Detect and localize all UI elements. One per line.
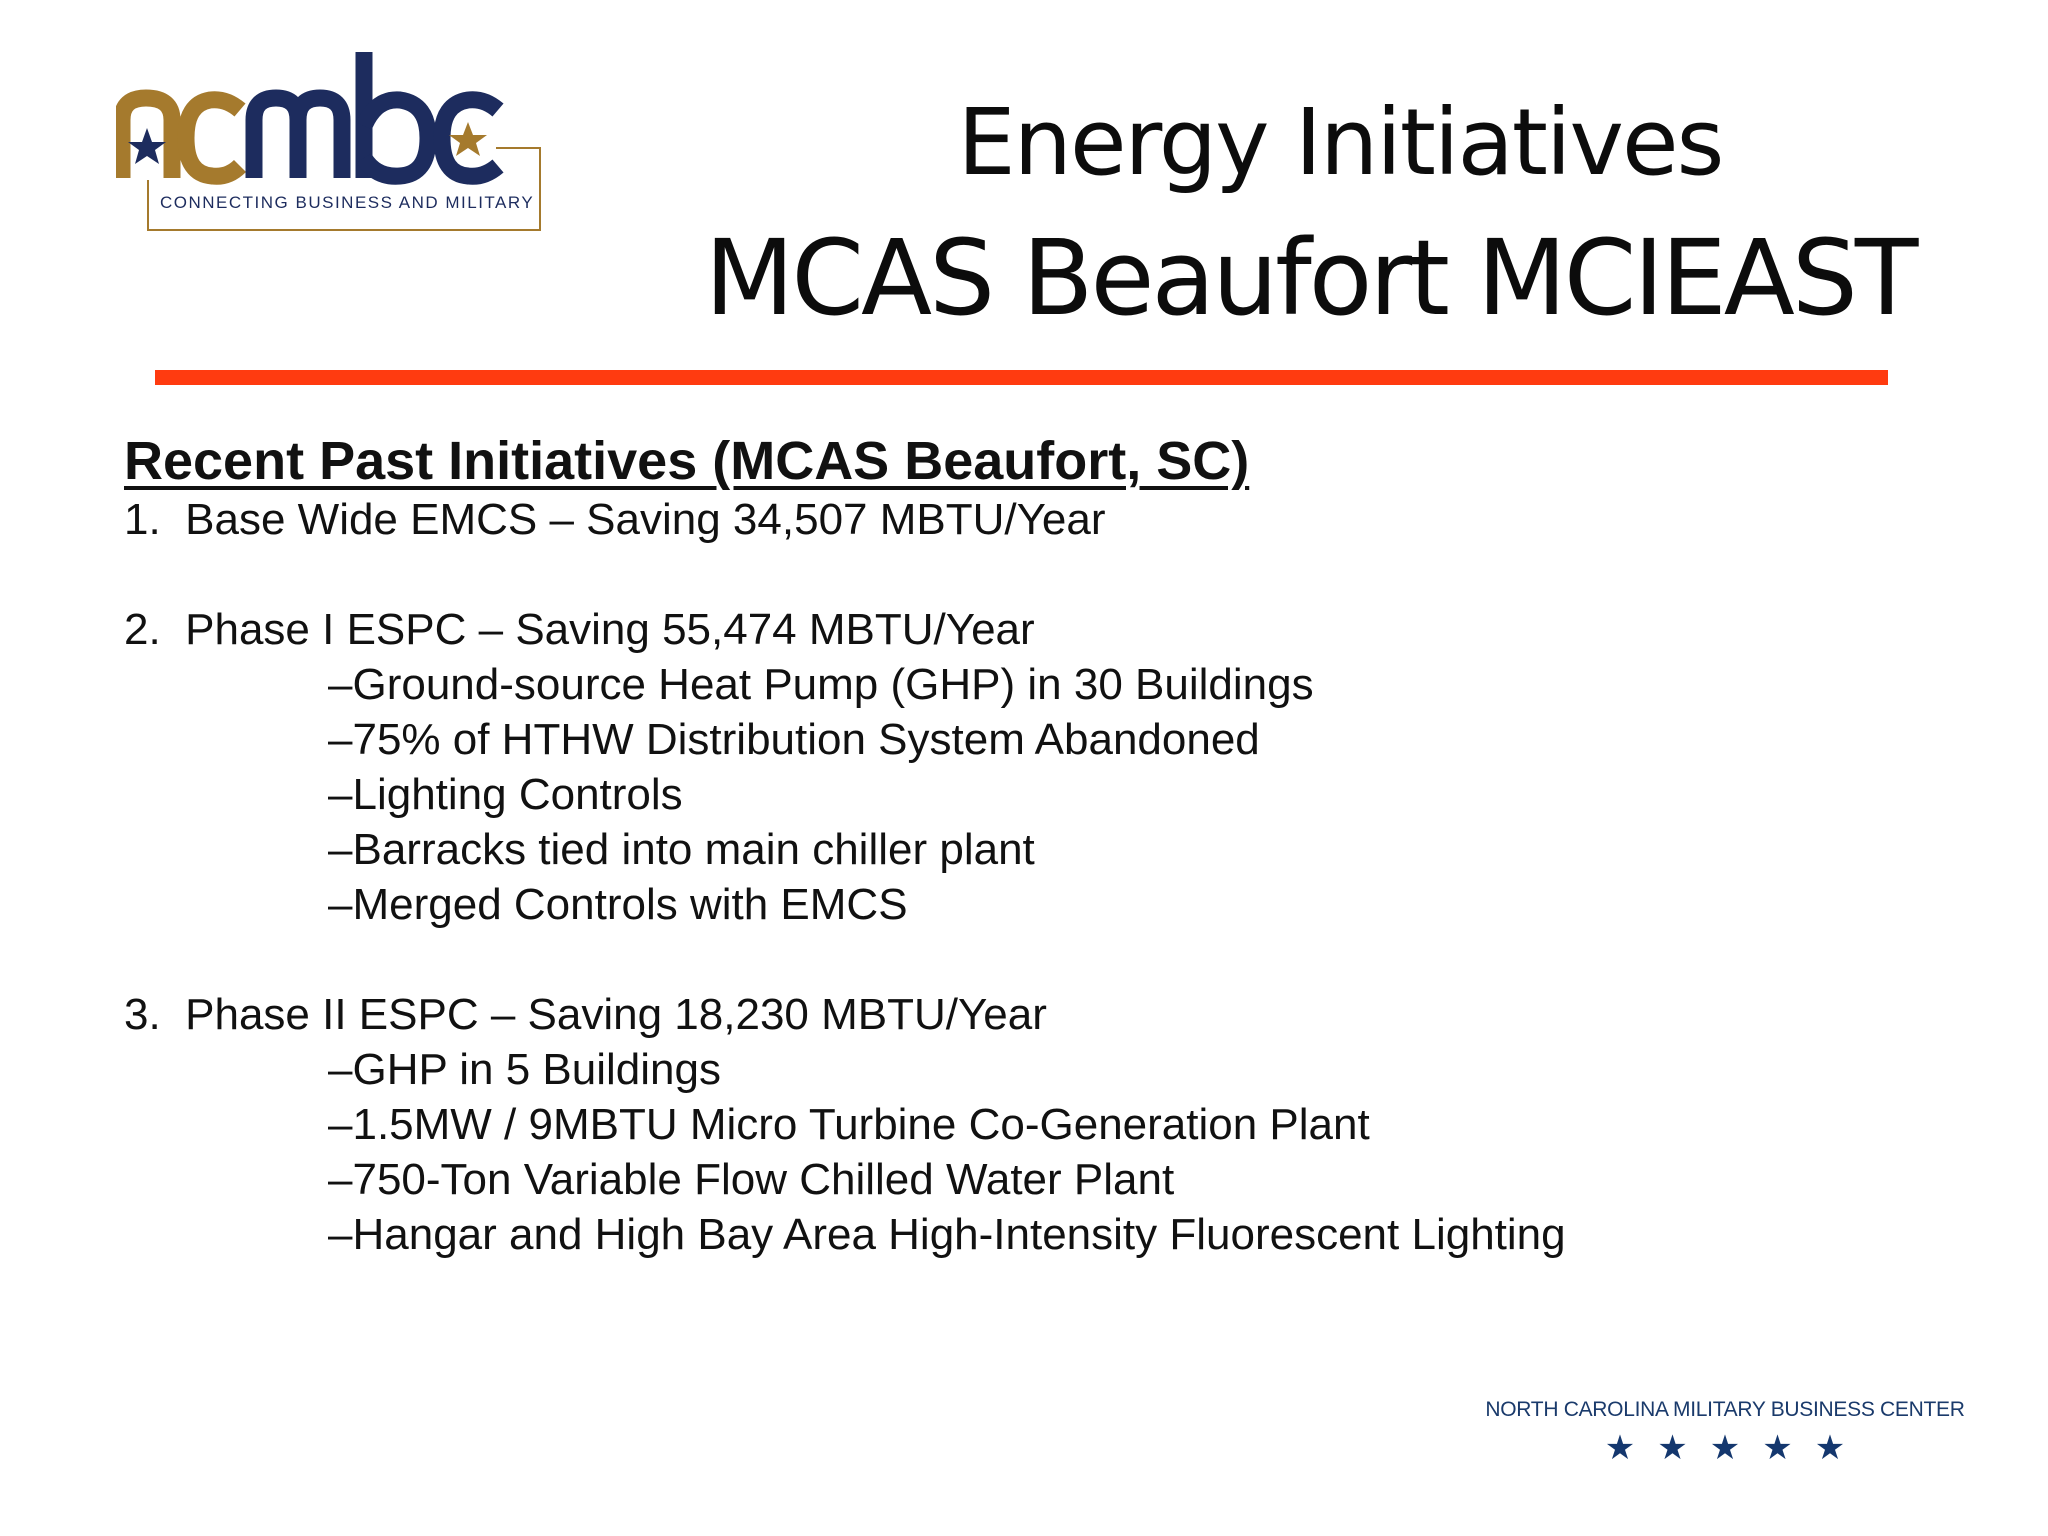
- ncmbc-logo: [116, 48, 546, 238]
- slide-body: [124, 430, 1924, 1262]
- logo-tagline: CONNECTING BUSINESS AND MILITARY: [160, 193, 535, 212]
- title-divider: [155, 370, 1888, 385]
- item-3-subitem: –1.5MW / 9MBTU Micro Turbine Co-Generation Plant: [328, 1100, 1370, 1149]
- item-2-subitem: –75% of HTHW Distribution System Abandoned: [328, 715, 1260, 764]
- item-2-subitem: –Ground-source Heat Pump (GHP) in 30 Buildings: [328, 660, 1314, 709]
- item-3-subitem: –750-Ton Variable Flow Chilled Water Plant: [328, 1155, 1175, 1204]
- title-line-2: MCAS Beaufort MCIEAST: [704, 217, 1916, 339]
- item-1-title: 1. Base Wide EMCS – Saving 34,507 MBTU/Year: [124, 495, 1106, 544]
- item-2-subitem: –Lighting Controls: [328, 770, 683, 819]
- slide-title: [640, 78, 1980, 348]
- item-3-subitem: –Hangar and High Bay Area High-Intensity Fluorescent Lighting: [328, 1210, 1566, 1259]
- item-2-subitem: –Barracks tied into main chiller plant: [328, 825, 1035, 874]
- footer-stars-icon: ★★★★★: [1604, 1429, 1868, 1467]
- item-2-title: 2. Phase I ESPC – Saving 55,474 MBTU/Year: [124, 605, 1035, 654]
- item-3-title: 3. Phase II ESPC – Saving 18,230 MBTU/Year: [124, 990, 1047, 1039]
- item-3-subitem: –GHP in 5 Buildings: [328, 1045, 721, 1094]
- footer-org-name: NORTH CAROLINA MILITARY BUSINESS CENTER: [1485, 1398, 1965, 1421]
- footer-logo: [1480, 1398, 1970, 1468]
- section-heading: Recent Past Initiatives (MCAS Beaufort, SC): [124, 431, 1250, 491]
- item-2-subitem: –Merged Controls with EMCS: [328, 880, 908, 929]
- title-line-1: Energy Initiatives: [957, 89, 1723, 196]
